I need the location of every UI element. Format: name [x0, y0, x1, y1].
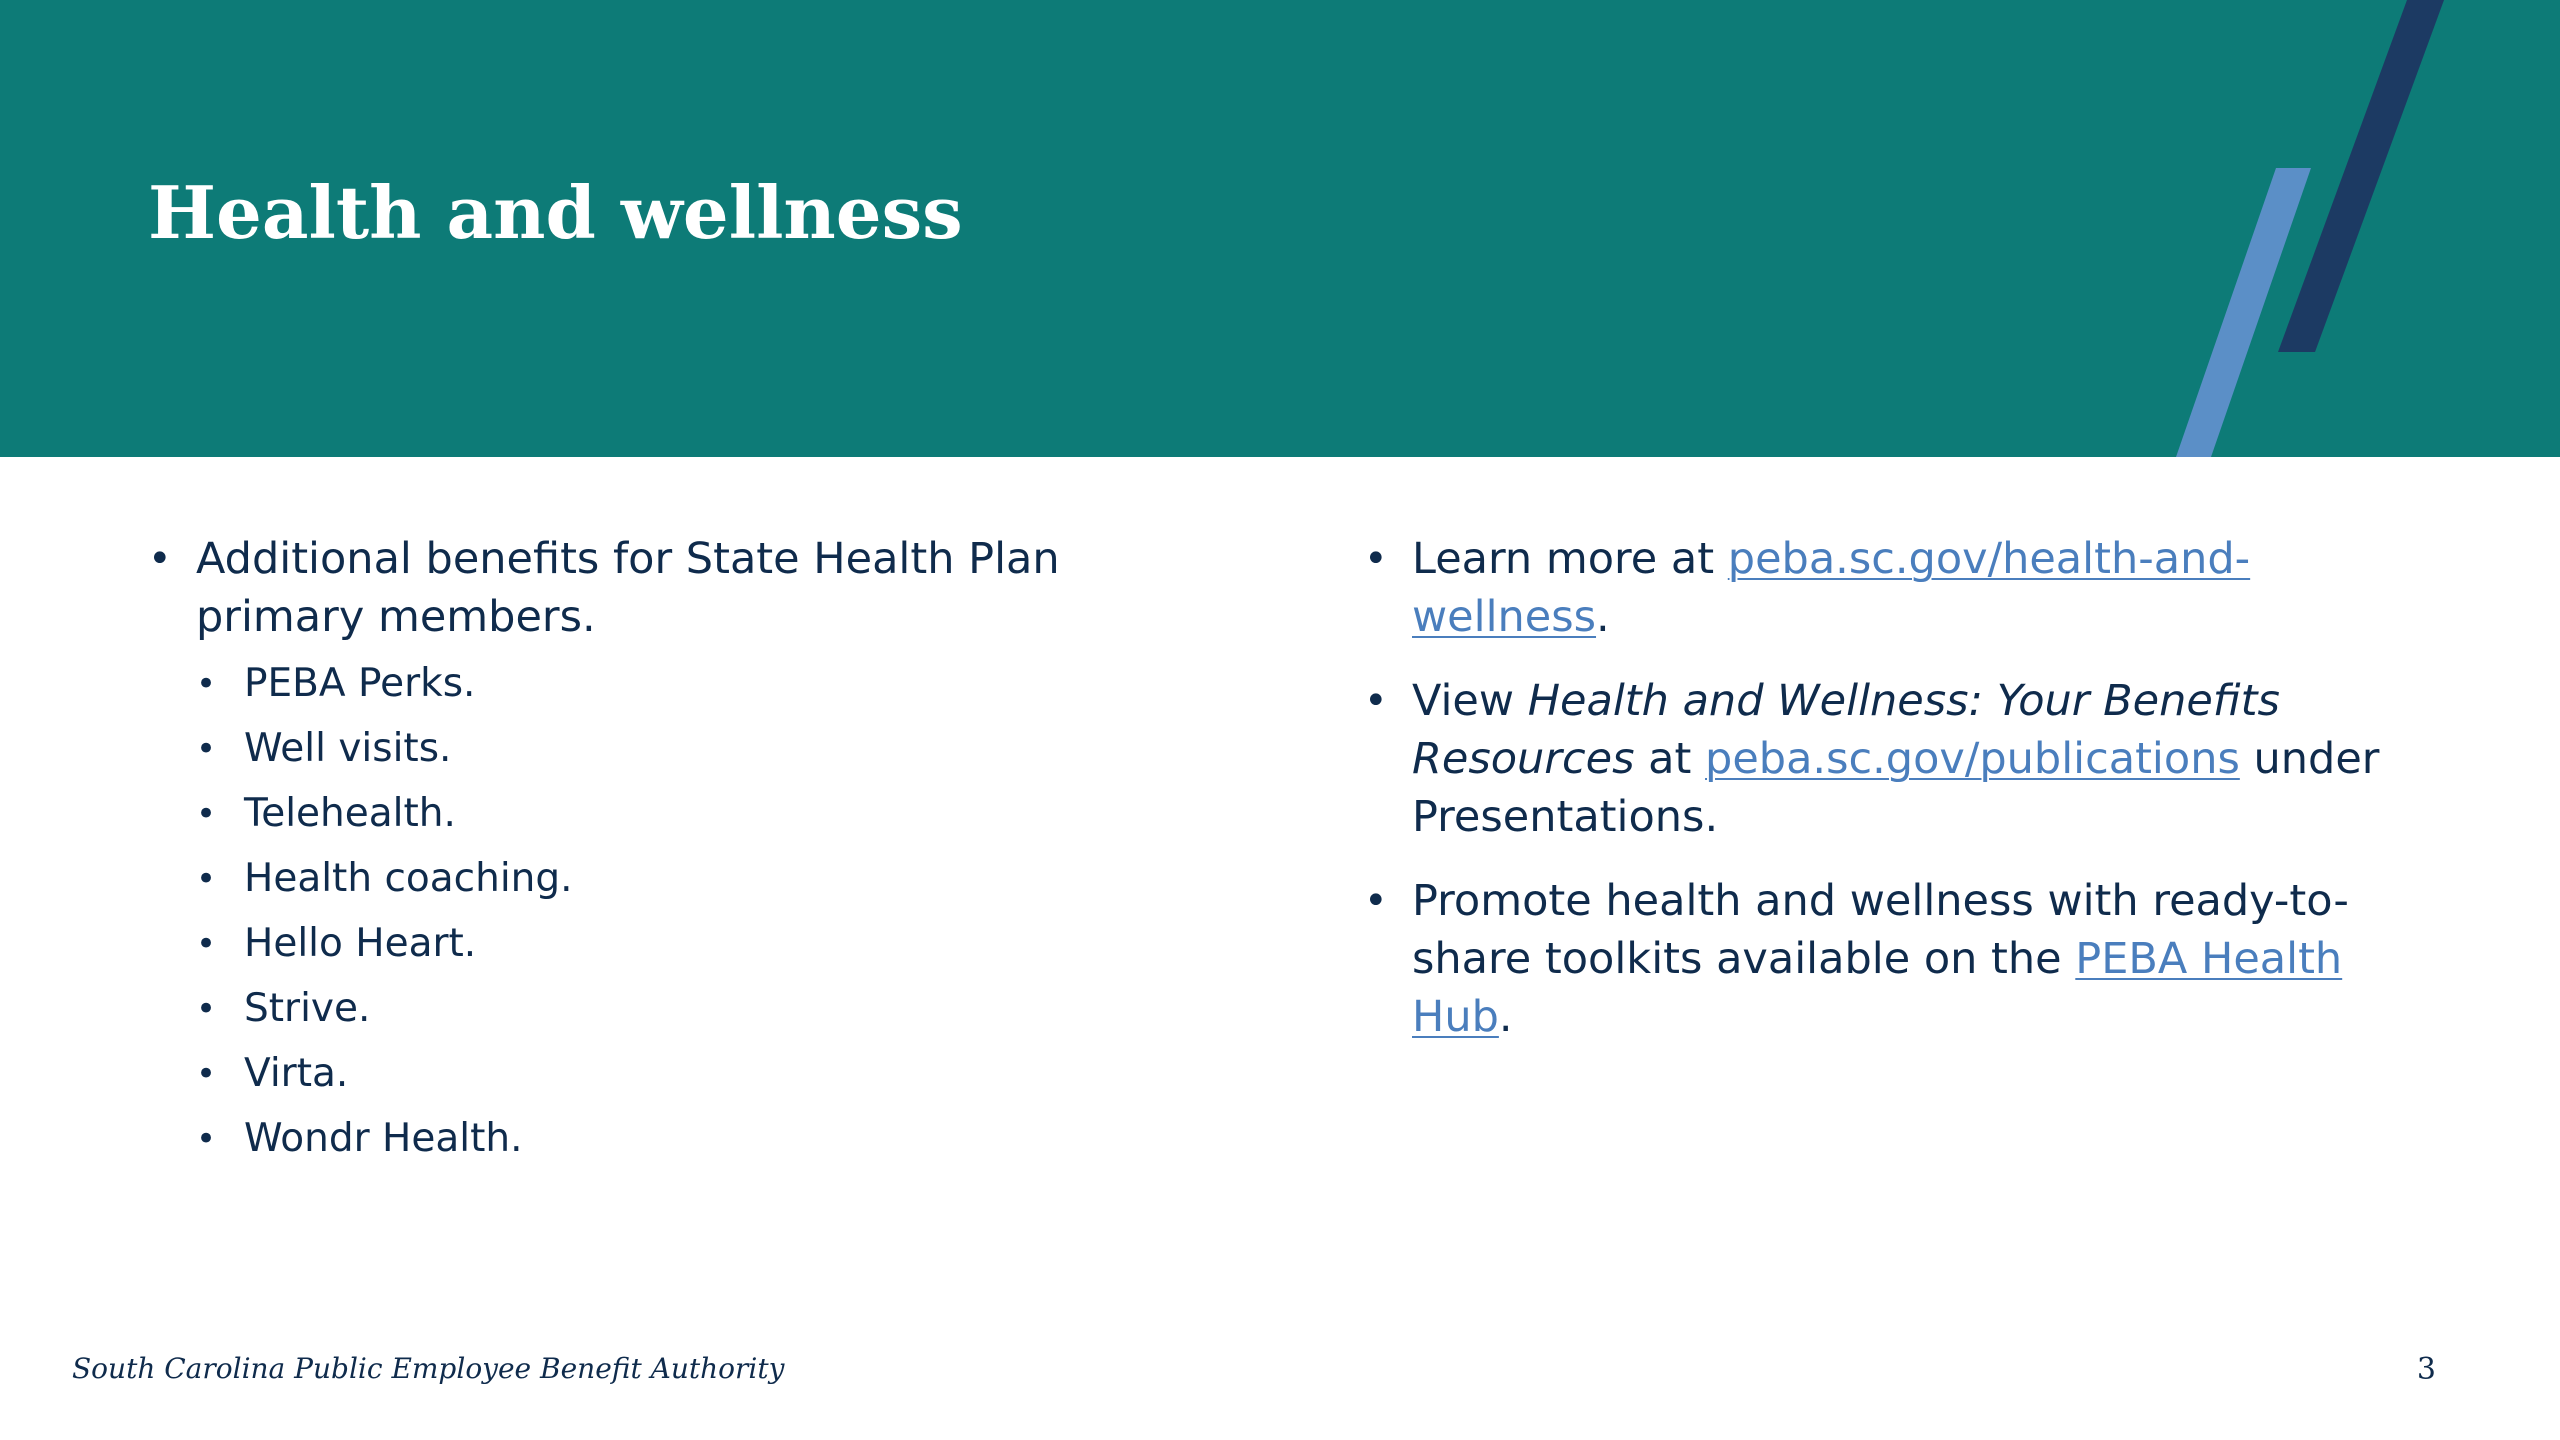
health-and-wellness-link[interactable]: peba.sc.gov/health-and-wellness	[1412, 534, 2251, 642]
right-bullet-list	[1364, 530, 2444, 1046]
list-item	[1364, 872, 2444, 1046]
list-item: • Well visits.	[196, 723, 1228, 775]
list-item: • Telehealth.	[196, 788, 1228, 840]
list-item: • Strive.	[196, 983, 1228, 1035]
punctuation: .	[1596, 592, 1610, 642]
benefits-sublist	[196, 658, 1228, 1165]
list-item: • Virta.	[196, 1048, 1228, 1100]
peba-health-hub-link[interactable]: PEBA Health Hub	[1412, 934, 2343, 1042]
benefits-intro-text: Additional benefits for State Health Plan primary members.	[196, 534, 1060, 642]
page-number: 3	[2416, 1352, 2436, 1387]
list-item: • Wondr Health.	[196, 1113, 1228, 1165]
stripe-light	[2176, 168, 2311, 457]
publication-title: Health and Wellness: Your Benefits Resources	[1412, 676, 2280, 784]
promote-text: Promote health and wellness with ready-to-share toolkits available on the	[1412, 876, 2349, 984]
view-text: View	[1412, 676, 1528, 726]
left-column	[148, 530, 1228, 1178]
list-item	[1364, 530, 2444, 646]
publications-link[interactable]: peba.sc.gov/publications	[1705, 734, 2240, 784]
list-item	[148, 530, 1228, 1165]
punctuation: .	[1498, 992, 1513, 1042]
header-banner	[0, 0, 2560, 457]
list-item	[1364, 672, 2444, 846]
list-item: • PEBA Perks.	[196, 658, 1228, 710]
learn-more-text: Learn more at	[1412, 534, 1728, 584]
right-column	[1364, 530, 2444, 1072]
footer-org-name: South Carolina Public Employee Benefit Authority	[72, 1352, 785, 1385]
list-item: • Health coaching.	[196, 853, 1228, 905]
slide-title: Health and wellness	[148, 170, 963, 255]
under-presentations-text: under Presentations.	[1412, 734, 2380, 842]
left-bullet-list	[148, 530, 1228, 1165]
list-item: • Hello Heart.	[196, 918, 1228, 970]
at-text: at	[1634, 734, 1706, 784]
